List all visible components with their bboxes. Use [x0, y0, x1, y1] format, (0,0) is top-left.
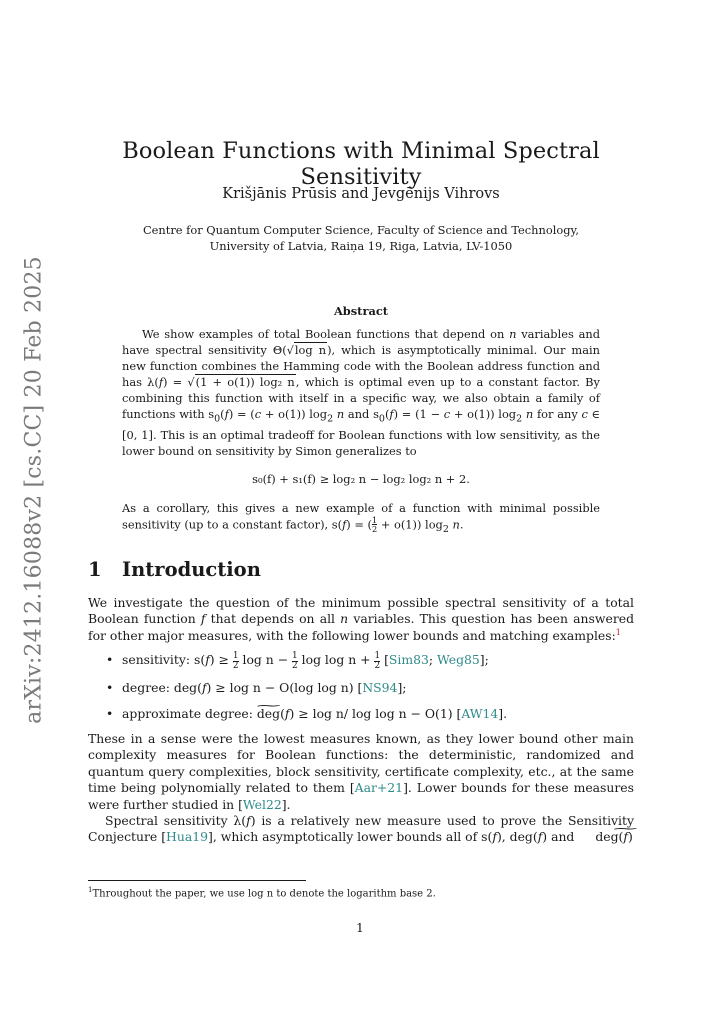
list-item: • sensitivity: s(f) ≥ $\frac{1}{2}$ log n − $\frac{1}{2}$ log log n + $\frac{1}{2}$ [Sim83; Weg85]; — [88, 652, 634, 671]
section-heading — [88, 558, 634, 581]
arxiv-identifier — [21, 256, 47, 724]
citation-link[interactable]: Aar+21 — [354, 780, 404, 796]
simon-bound-equation: s₀(f) + s₁(f) ≥ log₂ n − log₂ log₂ n + 2. — [252, 472, 470, 487]
citation-link[interactable]: Sim83 — [388, 652, 429, 668]
introduction-body — [88, 595, 634, 846]
paper-affiliation — [88, 222, 634, 254]
list-item: • approximate degree: ~ deg(f) ≥ log n/ log log n − O(1) [AW14]. — [88, 706, 634, 722]
section-title: Introduction — [122, 558, 261, 581]
citation-link[interactable]: Weg85 — [437, 652, 480, 668]
footnote-link[interactable]: 1 — [615, 627, 621, 637]
arxiv-identifier-text: arXiv:2412.16088v2 [cs.CC] 20 Feb 2025 — [21, 256, 47, 724]
abstract-heading: Abstract — [333, 304, 389, 318]
paper-title: Boolean Functions with Minimal Spectral Sensitivity — [122, 138, 600, 190]
abstract-paragraph: We show examples of total Boolean functions that depend on n variables and have spectral sensitivity Θ(√log n), which is asymptotically minimal. Our main new function combines the Hamming code with the Boolean address function and has λ(f) = √(1 + o(1)) log₂ n, which is optimal even up to a constant factor. By combining this function with itself in a specific way, we also obtain a family of functions with $s_0(f) = (c + o(1))$ $\log_2 n$ and $s_0(f) = (1 - c + o(1))$ $\log_2 n$ for any c ∈ [0, 1]. This is an optimal tradeoff for Boolean functions with low sensitivity, as the lower bound on sensitivity by Simon generalizes to — [122, 327, 601, 459]
page-number: 1 — [356, 920, 364, 935]
footnote — [88, 884, 634, 900]
citation-link[interactable]: NS94 — [362, 680, 398, 696]
abstract-corollary: As a corollary, this gives a new example of a function with minimal possible sensitivity (up to a constant factor), s(f) = ( $\frac{1}{2}$ + o(1)) $\log_2 n$. — [122, 501, 600, 536]
affiliation-line-1: Centre for Quantum Computer Science, Faculty of Science and Technology, — [142, 223, 580, 237]
citation-link[interactable]: Hua19 — [166, 829, 208, 845]
footnote-text: Throughout the paper, we use log n to denote the logarithm base 2. — [92, 888, 436, 900]
list-item: • degree: deg(f) ≥ log n − O(log log n) [NS94]; — [88, 680, 634, 696]
footnote-mark: 1 — [88, 886, 93, 894]
intro-paragraph-3: Spectral sensitivity λ(f) is a relatively new measure used to prove the Sensitivity Conjecture [Hua19], which asymptotically lower bounds all of s(f), deg(f) and ~ deg(f) — [88, 813, 634, 846]
intro-paragraph-2: These in a sense were the lowest measures known, as they lower bound other main complexity measures for Boolean functions: the deterministic, randomized and quantum query complexities, block sensitivity, certificate complexity, etc., at the same time being polynomially related to them [Aar+21]. Lower bounds for these measures were further studied in [Wel22]. — [88, 730, 634, 812]
abstract-body — [122, 326, 600, 538]
citation-link[interactable]: Wel22 — [242, 796, 282, 812]
paper-authors: Krišjānis Prūsis and Jevgēnijs Vihrovs — [222, 186, 500, 202]
lower-bounds-list — [88, 652, 634, 722]
citation-link[interactable]: AW14 — [461, 705, 499, 721]
intro-paragraph-1: We investigate the question of the minimum possible spectral sensitivity of a total Boolean function f that depends on all n variables. This question has been answered for other major measures, with the following lower bounds and matching examples:$^1$ — [88, 595, 635, 643]
affiliation-line-2: University of Latvia, Raiņa 19, Riga, Latvia, LV-1050 — [209, 239, 513, 253]
footnote-rule — [88, 880, 306, 881]
section-number: 1 — [88, 558, 102, 581]
